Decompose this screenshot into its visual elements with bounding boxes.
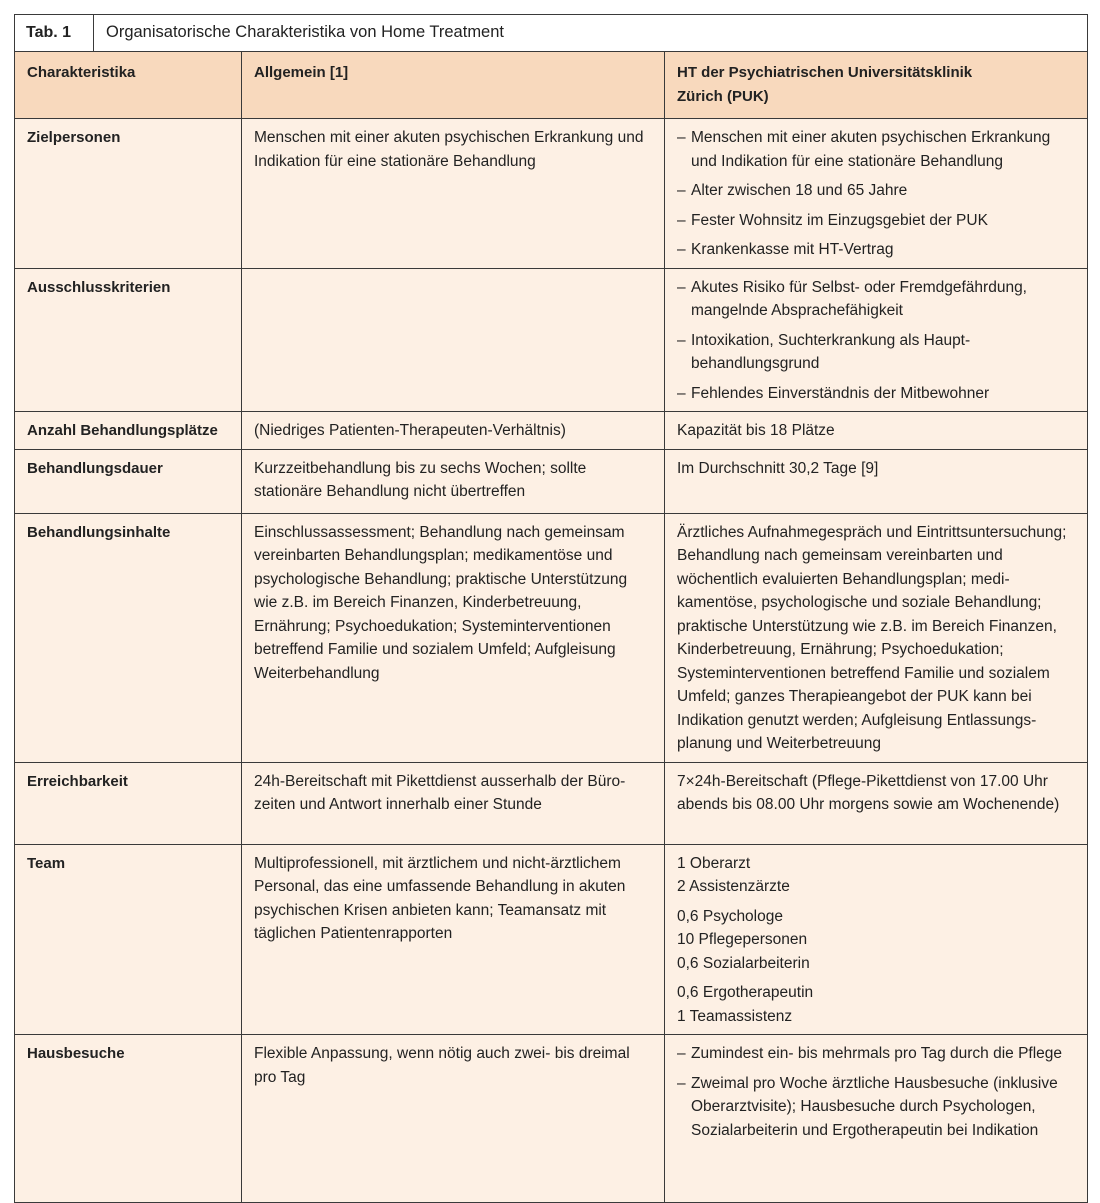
dash-list [677,126,1075,262]
table-row [15,268,1088,412]
team-group [677,905,1075,976]
cell-allgemein: Kurzzeitbehandlung bis zu sechs Wochen; sollte stationäre Behandlung nicht übertreffen [242,449,665,513]
row-label: Hausbesuche [15,1035,242,1203]
table-row [15,1035,1088,1203]
row-label: Team [15,844,242,1035]
column-header-allgemein: Allgemein [1] [242,52,665,119]
cell-puk: 7×24h-Bereitschaft (Pflege-Pikettdienst von 17.00 Uhr abends bis 08.00 Uhr morgens sowie am Wochenende) [665,762,1088,844]
cell-allgemein: 24h-Bereitschaft mit Pikettdienst ausserhalb der Bürozeiten und Antwort innerhalb einer Stunde [242,762,665,844]
cell-allgemein: Einschlussassessment; Behandlung nach gemeinsam vereinbarten Behandlungsplan; medikamentöse und psychologische Behandlung; praktische Unterstützung wie z.B. im Bereich Finanzen, Kinderbetreuung, Ernährung; Psychoedukation; Systeminterventionen betreffend Familie und sozialem Umfeld; Aufgleisung Weiterbehandlung [242,513,665,762]
characteristics-table [14,14,1088,1203]
cell-allgemein: Flexible Anpassung, wenn nötig auch zwei- bis dreimal pro Tag [242,1035,665,1203]
cell-puk: Ärztliches Aufnahmegespräch und Eintrittsuntersuchung; Behandlung nach gemeinsam vereinbarten und wöchentlich evaluierten Behandlungsplan; medikamentöse, psychologische und soziale Behandlung; praktische Unterstützung wie z.B. im Bereich Finanzen, Kinderbetreuung, Ernährung; Psychoedukation; Systeminterventionen betreffend Familie und sozialem Umfeld; ganzes Therapieangebot der PUK kann bei Indikation genutzt werden; Aufgleisung Entlassungsplanung und Weiterbetreuung [665,513,1088,762]
row-label: Behandlungsinhalte [15,513,242,762]
column-header-puk-line1: HT der Psychiatrischen Universitätsklinik [677,64,973,81]
team-group [677,981,1075,1028]
cell-puk [665,844,1088,1035]
row-label: Ausschlusskriterien [15,268,242,412]
table-row [15,119,1088,269]
cell-puk [665,1035,1088,1203]
cell-puk [665,268,1088,412]
list-item: – Akutes Risiko für Selbst- oder Fremdgefährdung, mangelnde Absprachefähigkeit [677,276,1075,323]
list-item: – Zumindest ein- bis mehrmals pro Tag durch die Pflege [677,1042,1075,1066]
cell-allgemein: Multiprofessionell, mit ärztlichem und nicht-ärztlichem Personal, das eine umfassende Behandlung in akuten psychischen Krisen anbieten kann; Teamansatz mit täglichen Patientenrapporten [242,844,665,1035]
table-row [15,412,1088,450]
team-line: 1 Teamassistenz [677,1007,793,1025]
table-row [15,844,1088,1035]
row-label: Erreichbarkeit [15,762,242,844]
cell-allgemein [242,268,665,412]
table-number: Tab. 1 [15,15,94,51]
cell-puk [665,119,1088,269]
team-line: 0,6 Psychologe [677,907,783,925]
team-line: 0,6 Sozialarbeiterin [677,954,810,972]
dash-list [677,276,1075,406]
table-container [14,14,1087,1203]
dash-list [677,1042,1075,1142]
list-item: – Alter zwischen 18 und 65 Jahre [677,179,1075,203]
team-group [677,852,1075,899]
cell-puk: Im Durchschnitt 30,2 Tage [9] [665,449,1088,513]
team-line: 0,6 Ergotherapeutin [677,984,814,1001]
table-caption [15,15,1088,52]
row-label: Anzahl Behandlungsplätze [15,412,242,450]
table-header-row [15,52,1088,119]
list-item: – Intoxikation, Suchterkrankung als Hauptbehandlungsgrund [677,329,1075,376]
column-header-puk-line2: Zürich (PUK) [677,87,769,105]
table-row [15,449,1088,513]
list-item: – Zweimal pro Woche ärztliche Hausbesuche (inklusive Oberarztvisite); Hausbesuche durch Psychologen, Sozialarbeiterin und Ergotherapeutin bei Indikation [677,1072,1075,1143]
column-header-charakteristika: Charakteristika [15,52,242,119]
column-header-puk [665,52,1088,119]
cell-puk: Kapazität bis 18 Plätze [665,412,1088,450]
list-item: – Krankenkasse mit HT-Vertrag [677,238,1075,262]
team-line: 10 Pflegepersonen [677,931,808,948]
table-row [15,762,1088,844]
list-item: – Menschen mit einer akuten psychischen Erkrankung und Indikation für eine stationäre Behandlung [677,126,1075,173]
cell-allgemein: (Niedriges Patienten-Therapeuten-Verhältnis) [242,412,665,450]
table-row [15,513,1088,762]
list-item: – Fehlendes Einverständnis der Mitbewohner [677,382,1075,406]
team-line: 1 Oberarzt [677,854,751,872]
team-line: 2 Assistenzärzte [677,878,790,895]
table-title: Organisatorische Charakteristika von Home Treatment [106,23,504,42]
row-label: Behandlungsdauer [15,449,242,513]
cell-allgemein: Menschen mit einer akuten psychischen Erkrankung und Indikation für eine stationäre Behandlung [242,119,665,269]
row-label: Zielpersonen [15,119,242,269]
list-item: – Fester Wohnsitz im Einzugsgebiet der PUK [677,209,1075,233]
